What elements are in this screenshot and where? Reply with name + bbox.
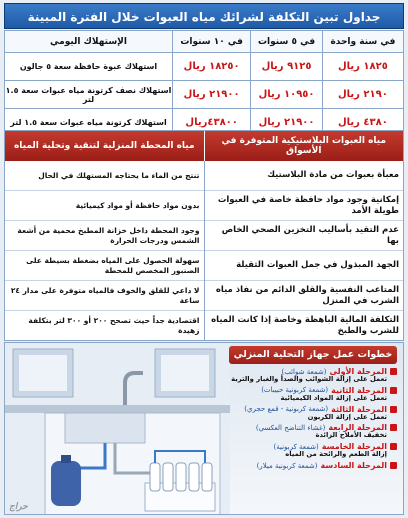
step-subtitle: (شمعة شوائب) [281,367,327,376]
step-title: المرحلة الأولى [329,367,387,376]
step-description: تعمل على إزالة الشوائب والصدأ والغبار والتربة [231,375,387,383]
list-item [219,405,397,422]
bullet-icon [390,387,397,394]
page-title: جداول تبين التكلفة لشرائك مياه العبوات خلال الفترة المبينة [4,3,404,29]
list-item [219,386,397,403]
cost-table [4,30,404,137]
bullet-icon [390,424,397,431]
header-ten-years: في ١٠ سنوات [173,31,251,53]
header-five-years: في ٥ سنوات [251,31,323,53]
steps-title: خطوات عمل جهاز التحلية المنزلي [229,346,397,364]
list-item: الجهد المبذول في جمل العبوات الثقيلة [205,251,404,281]
cell-description: استهلاك عبوة حافظة سعة ٥ جالون [5,53,173,81]
bottled-water-column [205,161,404,340]
list-item [219,423,397,440]
list-item: بدون مواد حافظة أو مواد كيميائية [5,191,204,221]
bullet-icon [390,368,397,375]
list-item: وجود المحطة داخل خزانة المطبخ محمية من أشعة الشمس ودرجات الحرارة [5,221,204,251]
comparison-header [5,131,403,161]
cell-one-year: ٤٣٨٠ ريال [322,109,403,137]
step-subtitle: (شمعة كربونية - قمع حجري) [244,405,329,414]
cell-description: استهلاك نصف كرتونة مياه عبوات سعة ١.٥ لتر [5,81,173,109]
bullet-icon [390,462,397,469]
list-item [219,442,397,459]
bullet-icon [390,443,397,450]
list-item: اقتصادية جداً حيث تصحح ٢٠٠ أو ٣٠٠ لتر بتكلفة زهيدة [28,316,200,335]
list-item: عدم التقيد بأساليب التخزين الصحي الخاص بها [205,221,404,251]
step-description: إزالة الطعم والرائحة من المياه [285,450,387,459]
step-subtitle: (شمعة كربونية) [273,442,319,451]
list-item: لا داعي للقلق والخوف فالمياه متوفرة على مدار ٢٤ ساعة [5,281,204,311]
steps-list [219,367,397,472]
step-title: المرحلة الثالثة [331,404,387,414]
step-title: المرحلة الخامسة [321,442,387,452]
list-item: المتاعب النفسية والقلق الدائم من نفاذ مياه الشرب في المنزل [205,281,404,311]
cell-five-years: ٩١٢٥ ريال [251,53,323,81]
table-row [5,53,404,81]
list-item: معبأة بعبوات من مادة البلاستيك [205,161,404,191]
table-row [5,81,404,109]
step-title: المرحلة الرابعة [328,423,387,433]
step-description: تعمل على إزالة المواد الكيميائية [280,393,387,402]
list-item [219,461,397,470]
cell-five-years: ٢١٩٠٠ ريال [251,109,323,137]
step-subtitle: (غشاء التناضح العكسي) [255,423,326,432]
cell-one-year: ١٨٢٥ ريال [322,53,403,81]
cell-ten-years: ٤٣٨٠٠ريال [173,109,251,137]
list-item: سهولة الحصول على المياه بضغطة بسيطة على الصنبور المخصص للمحطة [5,251,204,281]
step-description: تخفيف الأملاح الزائدة [315,431,387,440]
header-one-year: في سنة واحدة [322,31,403,53]
comparison-table [4,130,404,341]
bottled-water-header: مياه العبوات البلاستيكية المتوفرة في الأسواق [205,131,404,161]
cell-ten-years: ١٨٢٥٠ ريال [173,53,251,81]
filtration-steps-section [4,342,404,515]
header-daily-consumption: الإستهلاك اليومي [5,31,173,53]
step-description: تعمل على إزالة الكربون [307,412,387,421]
list-item [219,367,397,384]
step-title: المرحلة السادسة [320,461,387,471]
step-title: المرحلة الثانية [331,385,387,395]
step-subtitle: (شمعة كربونية ميلار) [256,461,318,470]
cell-description: استهلاك كرتونة مياه عبوات سعة ١.٥ لتر [5,109,173,137]
cell-ten-years: ٢١٩٠٠ ريال [173,81,251,109]
kitchen-sink-illustration [5,343,230,515]
home-station-column [5,161,205,340]
watermark-logo: حراج [9,502,28,512]
list-item: تنتج من الماء ما يحتاجه المستهلك في الحال [5,161,204,191]
comparison-body [5,161,403,340]
list-item: التكلفة المالية الباهظة وخاصة إذا كانت المياه للشرب والطبخ [211,314,399,336]
cost-table-header-row [5,31,404,53]
cell-five-years: ١٠٩٥٠ ريال [251,81,323,109]
step-subtitle: (شمعة كربونية حبيبات) [261,386,329,395]
list-item: إمكانية وجود مواد حافظة خاصة في العبوات طويلة الأمد [205,191,404,221]
cell-one-year: ٢١٩٠ ريال [322,81,403,109]
bullet-icon [390,406,397,413]
home-station-header: مياه المحطة المنزلية لتنقية وتحلية المياه [5,131,205,161]
